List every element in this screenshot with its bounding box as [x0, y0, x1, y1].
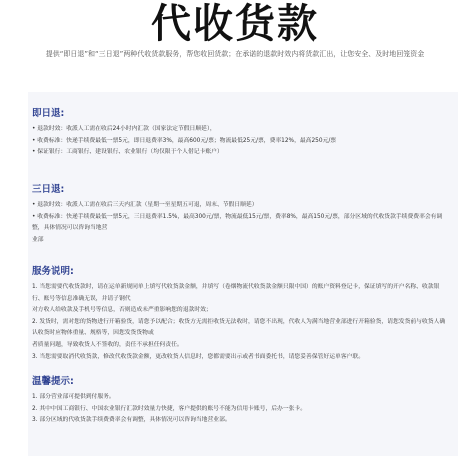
- section-title: 服务说明:: [32, 266, 74, 277]
- section-title: 温馨提示:: [32, 376, 74, 387]
- section-title: 三日退:: [32, 184, 65, 195]
- fee-standard-line-cont: 业部: [32, 236, 44, 243]
- section-service-notes: [32, 266, 450, 363]
- tip-item: 2. 其中中国工商银行、中国农业银行汇款时效量力快捷，客户提供的账号不能为信用卡账号，后办一张卡。: [32, 405, 307, 412]
- section-tips: [32, 376, 450, 427]
- service-note-item: 1. 当您需要代收货款时，请在运单新规同单上填写代收货款金额，并填写（卷烟物流代收货款金额只限中国）的账户资料登记卡，保证填写的开户名称、收款银行、账号等信息准确无误，并请子钢代: [32, 284, 440, 302]
- refund-time-line: • 退款时效：收派人工需在收后24小时内汇款（国家法定节假日顺延），: [32, 126, 216, 132]
- tip-item: 3. 部分区域的代收货款手续费费率会有调整，具体情况可以咨询当地营业部。: [32, 417, 231, 424]
- page-title: 代收货款: [151, 0, 319, 47]
- service-note-item: 2. 发货时，需对您的货物进行开箱验货，请您予以配合；收货方无需拒收货无法收时，请您不出现，代收人为满当地营业部进行开箱验货，请您发货前与收货人确认收货时应物体重量、规格等，因您发货货物或: [32, 318, 446, 337]
- service-note-item: 者质量问题，导致收货人不签收的，责任不承担任何责任。: [32, 341, 183, 348]
- refund-time-line: • 退款时效：收派人工需在收后三天内汇款（星期一至星期五可退，周末、节假日顺延）: [32, 202, 258, 208]
- section-three-day-refund: [32, 184, 450, 246]
- fee-standard-line: • 收费标准：快递手续费最低一票5元，即日退费率3%，最高600元/票；物流最低25元/票，费率12%，最高250元/票: [32, 137, 337, 144]
- service-note-item: 对方收人给收款及手机号等信息，否则造成未严重影响您的退款时效；: [32, 307, 212, 314]
- tip-item: 1. 部分营业部可提供到付服务。: [32, 394, 115, 400]
- service-note-item: 3. 当您需要取消代收货款，修改代收货款金额，更改收货人信息时，您都需要出示或者书面委托书，请您妥善保管好运单客户联。: [32, 353, 365, 360]
- fee-standard-line: • 收费标准：快递手续费最低一票5元，三日退费率1.5%，最高300元/票，物流最低15元/票，费率8%，最高150元/票，部分区域的代收货款手续费费率会有调整，具体情况可以咨询当地营: [32, 213, 443, 232]
- section-same-day-refund: [32, 108, 450, 159]
- banks-line: • 保证银行：工商银行、建设银行、农业银行（均仅限于个人借记卡账户）: [32, 149, 223, 156]
- page-subtitle: 提供“即日退”和“三日退”两种代收货款服务，帮您收回货款；在承诺的退款时效内将货款汇出，让您安全、及时地回笼资金: [45, 50, 425, 58]
- section-title: 即日退:: [32, 108, 65, 119]
